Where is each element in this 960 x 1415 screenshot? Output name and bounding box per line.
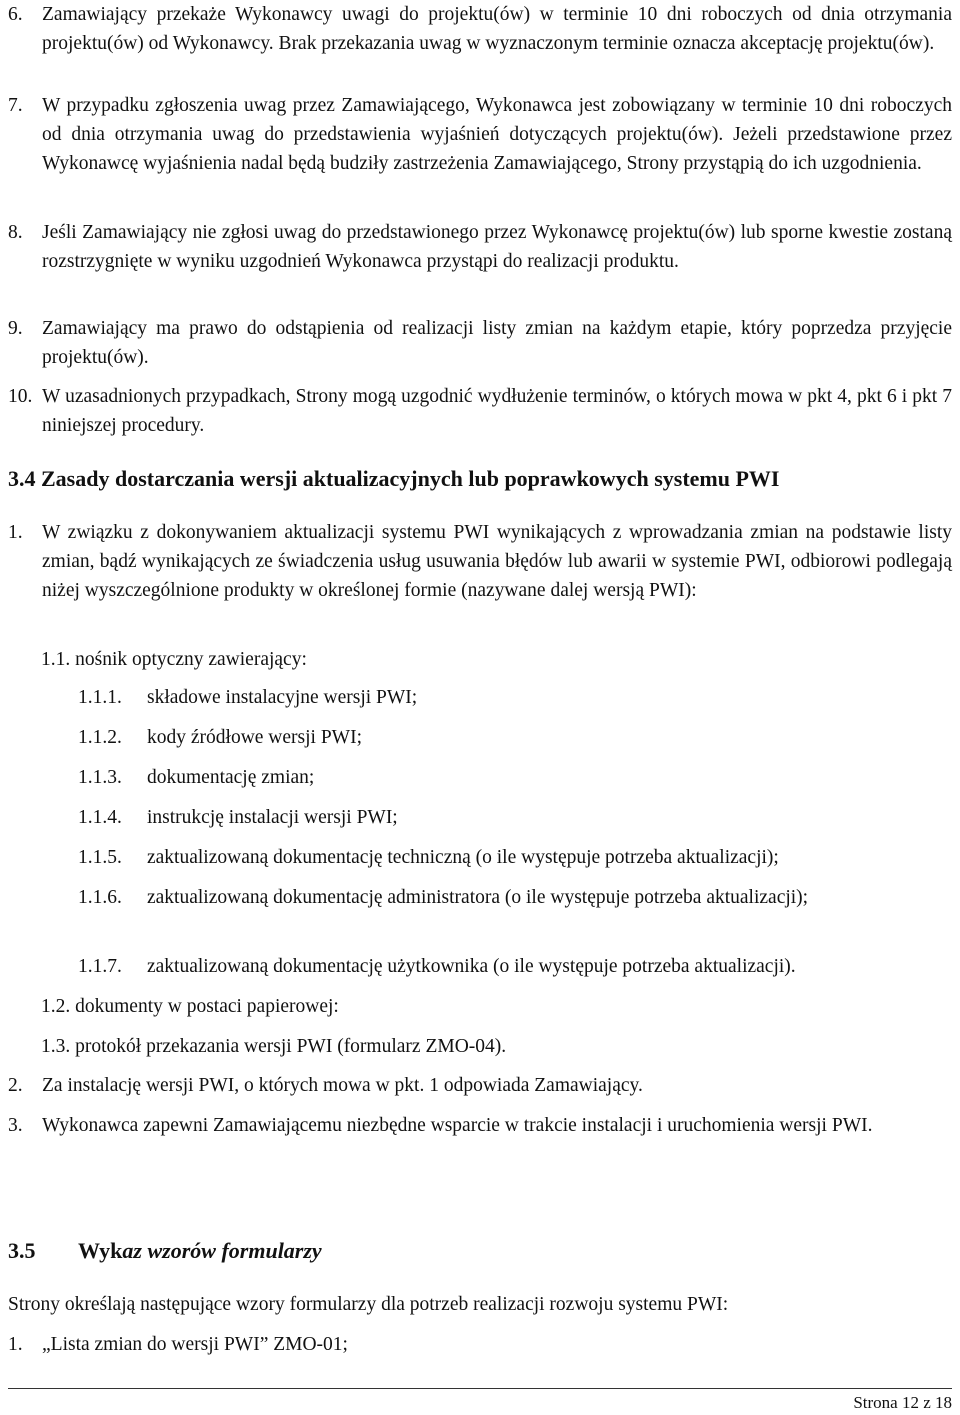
section-title-plain: Wyk: [78, 1238, 123, 1263]
subitem-1-1-3: [78, 763, 952, 792]
item-text: W przypadku zgłoszenia uwag przez Zamawiającego, Wykonawca jest zobowiązany w terminie 10 dni roboczych od dnia otrzymania uwag do przedstawienia wyjaśnień dotyczących projektu(ów). Jeżeli przedstawione przez Wykonawcę wyjaśnienia nadal będą budziły zastrzeżenia Zamawiającego, Strony przystąpią do ich uzgodnienia.: [42, 95, 952, 174]
subitem-text: kody źródłowe wersji PWI;: [147, 727, 362, 748]
subitem-number: 1.1.7.: [78, 956, 122, 977]
section35-intro: Strony określają następujące wzory formularzy dla potrzeb realizacji rozwoju systemu PWI:: [8, 1294, 729, 1315]
section34-item-1: [8, 518, 952, 605]
item-number: 1.: [8, 522, 23, 543]
item-text: W związku z dokonywaniem aktualizacji systemu PWI wynikających z wprowadzania zmian na podstawie listy zmian, bądź wynikających ze świadczenia usług usuwania błędów lub awarii w systemie PWI, odbiorowi podlegają niżej wyszczególnione produkty w określonej formie (nazywane dalej wersją PWI):: [42, 522, 952, 601]
subitem-text: zaktualizowaną dokumentację administratora (o ile występuje potrzeba aktualizacji);: [147, 887, 809, 908]
section-title-italic: az wzorów formularzy: [122, 1238, 322, 1263]
subitem-text: dokumentację zmian;: [147, 767, 315, 788]
item-number: 7.: [8, 95, 23, 116]
subitem-1-3: 1.3. protokół przekazania wersji PWI (formularz ZMO-04).: [41, 1036, 507, 1057]
item-text: Jeśli Zamawiający nie zgłosi uwag do przedstawionego przez Wykonawcę projektu(ów) lub sporne kwestie zostaną rozstrzygnięte w wyniku uzgodnień Wykonawca przystąpi do realizacji produktu.: [42, 222, 952, 272]
section-number: 3.5: [8, 1238, 36, 1263]
item-text: Zamawiający przekaże Wykonawcy uwagi do projektu(ów) w terminie 10 dni roboczych od dnia otrzymania projektu(ów) od Wykonawcy. Brak przekazania uwag w wyznaczonym terminie oznacza akceptację projektu(ów).: [42, 4, 952, 54]
subitem-text: składowe instalacyjne wersji PWI;: [147, 687, 418, 708]
subitem-1-1-4: [78, 803, 952, 832]
subitem-1-1: 1.1. nośnik optyczny zawierający:: [41, 649, 307, 670]
section-title: [78, 1236, 322, 1265]
item-text: W uzasadnionych przypadkach, Strony mogą uzgodnić wydłużenie terminów, o których mowa w pkt 4, pkt 6 i pkt 7 niniejszej procedury.: [42, 386, 952, 436]
subitem-number: 1.1.1.: [78, 687, 122, 708]
subitem-number: 1.1.2.: [78, 727, 122, 748]
item-number: 3.: [8, 1115, 23, 1136]
subitem-number: 1.1.4.: [78, 807, 122, 828]
subitem-text: zaktualizowaną dokumentację użytkownika (o ile występuje potrzeba aktualizacji).: [147, 956, 796, 977]
section34-item-2: [8, 1071, 952, 1100]
item-number: 6.: [8, 4, 23, 25]
item-number: 9.: [8, 318, 23, 339]
section-heading-3-4: 3.4 Zasady dostarczania wersji aktualizacyjnych lub poprawkowych systemu PWI: [8, 466, 780, 491]
subitem-1-1-7: [78, 952, 952, 981]
section34-item-3: [8, 1111, 952, 1140]
list-item-7: [8, 91, 952, 178]
item-number: 8.: [8, 222, 23, 243]
item-number: 1.: [8, 1334, 23, 1355]
section-heading-3-5: [8, 1236, 952, 1265]
subitem-number: 1.1.6.: [78, 887, 122, 908]
subitem-1-2: 1.2. dokumenty w postaci papierowej:: [41, 996, 339, 1017]
item-text: Zamawiający ma prawo do odstąpienia od realizacji listy zmian na każdym etapie, który poprzedza przyjęcie projektu(ów).: [42, 318, 952, 368]
list-item-6: [8, 0, 952, 58]
subitem-1-1-6: [78, 883, 952, 912]
item-number: 2.: [8, 1075, 23, 1096]
subitem-number: 1.1.3.: [78, 767, 122, 788]
footer-divider: [8, 1388, 952, 1389]
page-number: Strona 12 z 18: [853, 1393, 952, 1412]
subitem-1-1-1: [78, 683, 952, 712]
item-text: Wykonawca zapewni Zamawiającemu niezbędne wsparcie w trakcie instalacji i uruchomienia wersji PWI.: [42, 1115, 873, 1136]
item-text: Za instalację wersji PWI, o których mowa w pkt. 1 odpowiada Zamawiający.: [42, 1075, 643, 1096]
list-item-9: [8, 314, 952, 372]
subitem-text: instrukcję instalacji wersji PWI;: [147, 807, 398, 828]
section35-item-1: [8, 1330, 952, 1359]
subitem-text: zaktualizowaną dokumentację techniczną (o ile występuje potrzeba aktualizacji);: [147, 847, 779, 868]
list-item-8: [8, 218, 952, 276]
subitem-number: 1.1.5.: [78, 847, 122, 868]
item-number: 10.: [8, 386, 33, 407]
list-item-10: [8, 382, 952, 440]
subitem-1-1-5: [78, 843, 952, 872]
item-text: „Lista zmian do wersji PWI” ZMO-01;: [42, 1334, 348, 1355]
subitem-1-1-2: [78, 723, 952, 752]
